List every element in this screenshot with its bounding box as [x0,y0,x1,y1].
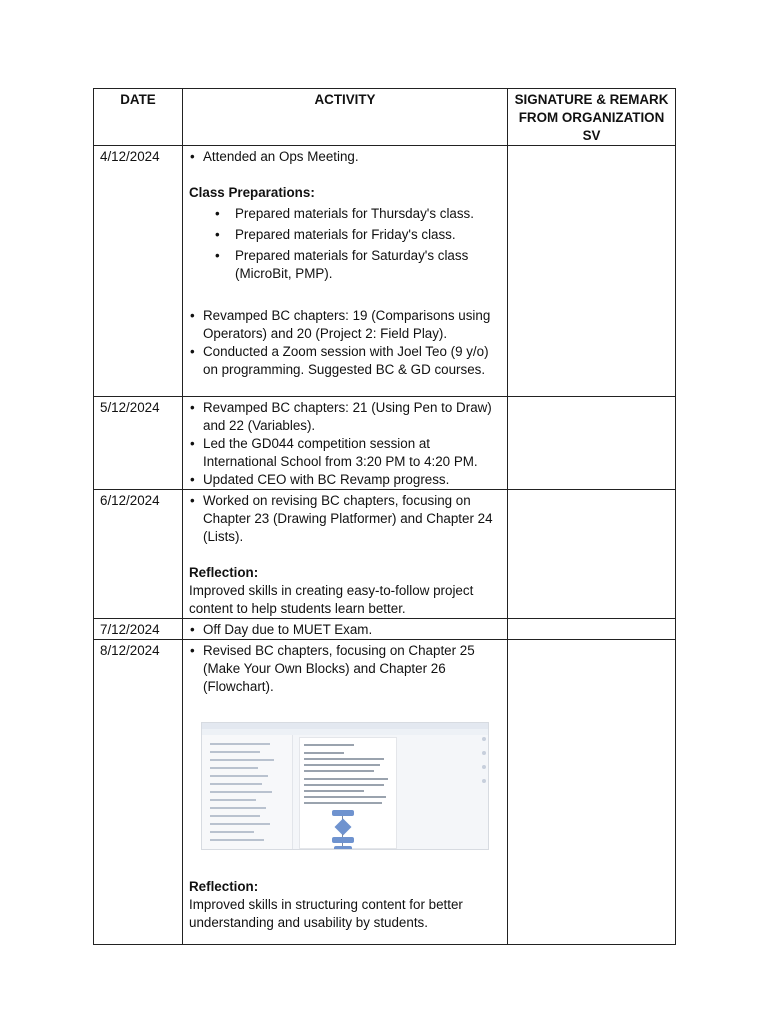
reflection-text: Improved skills in creating easy-to-follow project content to help students learn better. [189,583,474,616]
reflection-heading: Reflection: [189,879,259,894]
header-activity: ACTIVITY [183,89,508,146]
reflection-text: Improved skills in structuring content for better understanding and usability by students. [189,897,463,930]
list-item: • Revised BC chapters, focusing on Chapter 25 (Make Your Own Blocks) and Chapter 26 (Flowchart). [189,642,503,696]
activity-cell [183,146,508,397]
list-item: • Off Day due to MUET Exam. [189,621,503,639]
remark-cell [508,619,676,640]
date-cell: 8/12/2024 [94,640,183,945]
document-screenshot [201,722,489,850]
activity-cell [183,619,508,640]
header-row [94,89,676,146]
list-item: • Led the GD044 competition session at International School from 3:20 PM to 4:20 PM. [189,435,503,471]
remark-cell [508,146,676,397]
remark-cell [508,640,676,945]
date-cell: 4/12/2024 [94,146,183,397]
reflection-heading: Reflection: [189,565,259,580]
list-item: • Prepared materials for Friday's class. [189,226,503,244]
activity-cell [183,397,508,490]
table-row [94,640,676,945]
remark-cell [508,397,676,490]
list-item: • Worked on revising BC chapters, focusing on Chapter 23 (Drawing Platformer) and Chapter 24 (Lists). [189,492,503,546]
activity-log-table [93,88,676,945]
list-item: • Prepared materials for Thursday's class. [189,205,503,223]
table-row [94,397,676,490]
list-item: • Revamped BC chapters: 21 (Using Pen to Draw) and 22 (Variables). [189,399,503,435]
list-item: • Prepared materials for Saturday's class (MicroBit, PMP). [189,247,503,283]
table-row [94,146,676,397]
list-item: • Conducted a Zoom session with Joel Teo (9 y/o) on programming. Suggested BC & GD courses. [189,343,503,379]
date-cell: 7/12/2024 [94,619,183,640]
header-date: DATE [94,89,183,146]
list-item: • Revamped BC chapters: 19 (Comparisons using Operators) and 20 (Project 2: Field Play). [189,307,503,343]
list-item: • Attended an Ops Meeting. [189,148,503,166]
date-cell: 5/12/2024 [94,397,183,490]
activity-cell [183,490,508,619]
section-heading: Class Preparations: [189,185,315,200]
activity-cell [183,640,508,945]
remark-cell [508,490,676,619]
header-remark: SIGNATURE & REMARK FROM ORGANIZATION SV [508,89,676,146]
date-cell: 6/12/2024 [94,490,183,619]
table-row [94,619,676,640]
table-row [94,490,676,619]
list-item: • Updated CEO with BC Revamp progress. [189,471,503,489]
